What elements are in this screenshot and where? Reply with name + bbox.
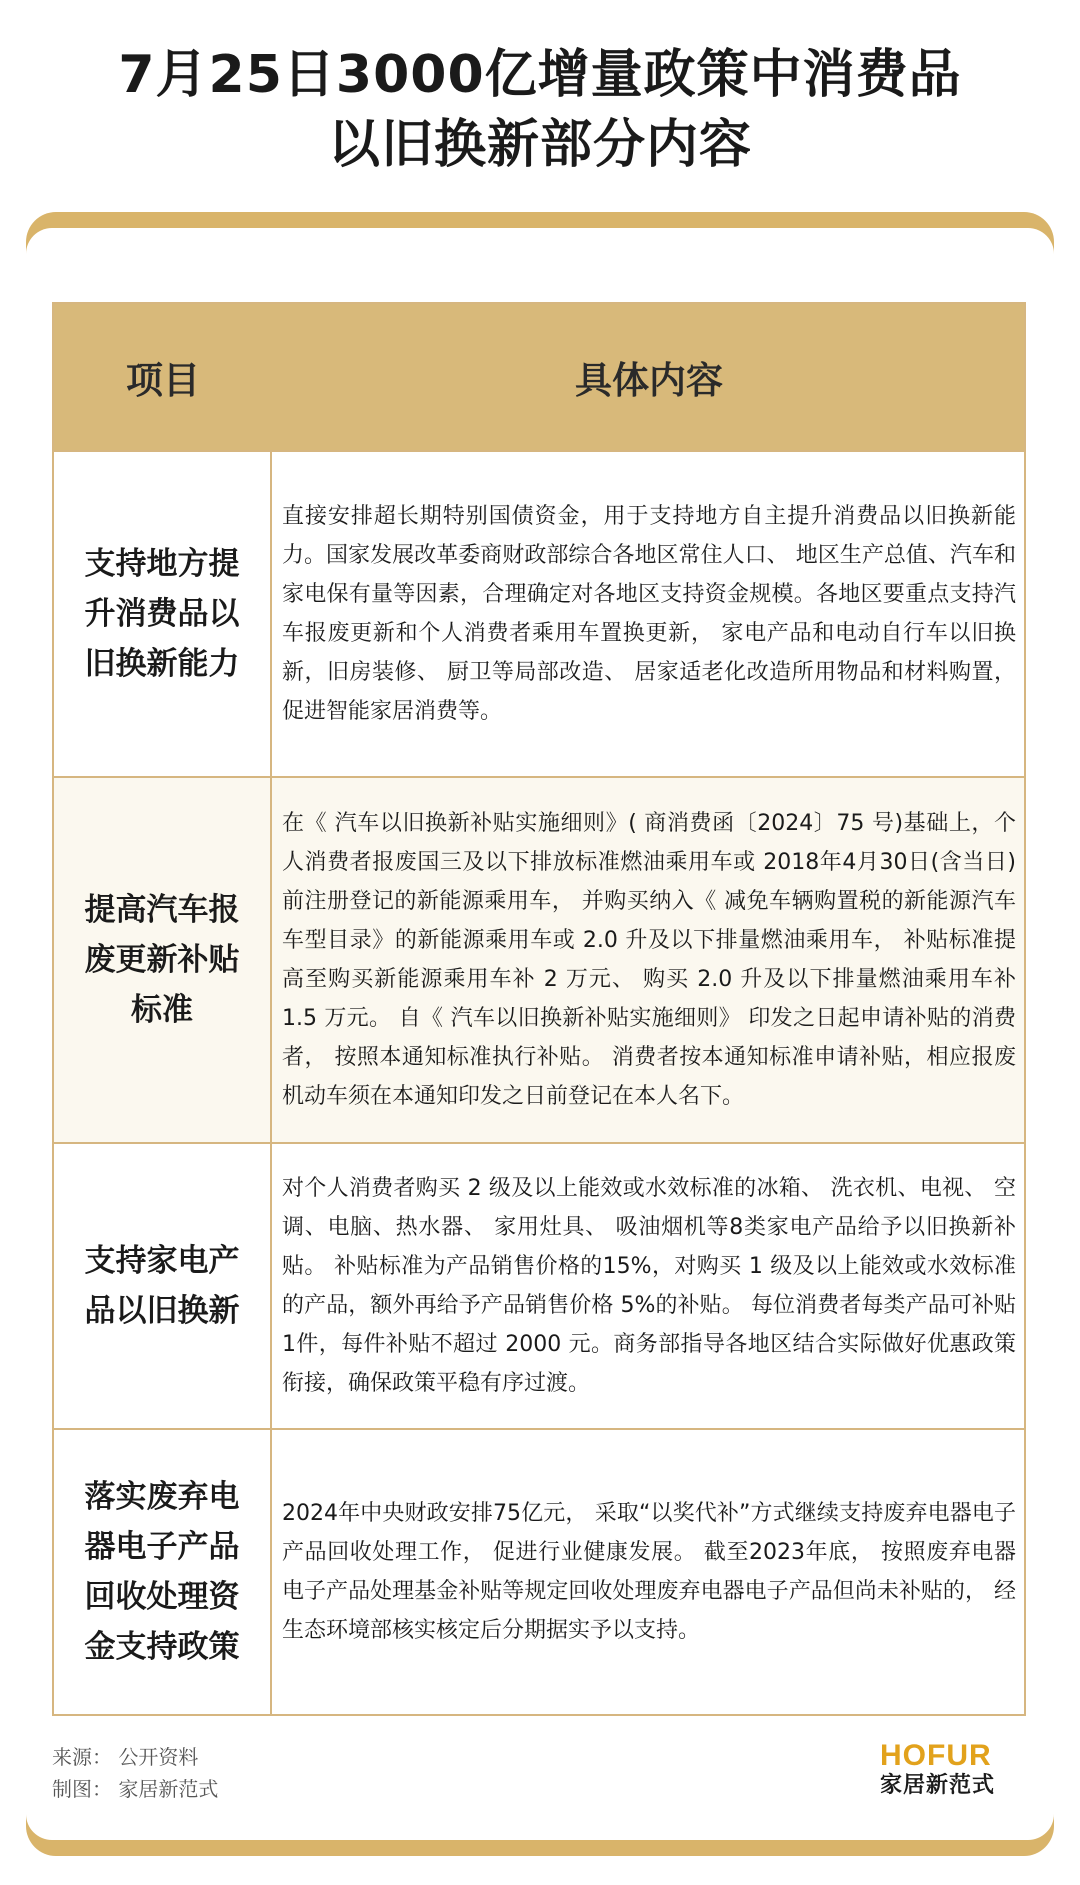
title-line-2: 以旧换新部分内容 [327, 115, 752, 175]
row-label: 支持家电产品以旧换新 [84, 1243, 240, 1329]
table-row [54, 450, 1024, 776]
title-line-1: 7月25日3000亿增量政策中消费品 [118, 45, 962, 105]
row-content: 直接安排超长期特别国债资金，用于支持地方自主提升消费品以旧换新能力。国家发展改革委商财政部综合各地区常住人口、 地区生产总值、汽车和家电保有量等因素，合理确定对各地区支持资金规模。各地区要重点支持汽车报废更新和个人消费者乘用车置换更新， 家电产品和电动自行车以旧换新，旧房装修、 厨卫等局部改造、 居家适老化改造所用物品和材料购置，促进智能家居消费等。 [282, 504, 1016, 724]
table-row [54, 1142, 1024, 1428]
row-label: 提高汽车报废更新补贴标准 [84, 892, 240, 1028]
row-content: 对个人消费者购买 2 级及以上能效或水效标准的冰箱、 洗衣机、电视、 空调、电脑、热水器、 家用灶具、 吸油烟机等8类家电产品给予以旧换新补贴。 补贴标准为产品销售价格的15%，对购买 1 级及以上能效或水效标准的产品，额外再给予产品销售价格 5%的补贴。 每位消费者每类产品可补贴 1件，每件补贴不超过 2000 元。商务部指导各地区结合实际做好优惠政策衔接，确保政策平稳有序过渡。 [282, 1176, 1016, 1396]
row-content-cell [272, 1430, 1024, 1714]
row-label-cell [54, 452, 272, 776]
row-label: 支持地方提升消费品以旧换新能力 [84, 546, 240, 682]
header-content: 具体内容 [575, 359, 723, 402]
row-content: 在《 汽车以旧换新补贴实施细则》( 商消费函〔2024〕75 号)基础上，个人消费者报废国三及以下排放标准燃油乘用车或 2018年4月30日(含当日)前注册登记的新能源乘用车， 并购买纳入《 减免车辆购置税的新能源汽车车型目录》的新能源乘用车或 2.0 升及以下排量燃油乘用车， 补贴标准提高至购买新能源乘用车补 2 万元、 购买 2.0 升及以下排量燃油乘用车补 1.5 万元。 自《 汽车以旧换新补贴实施细则》 印发之日起申请补贴的消费者， 按照本通知标准执行补贴。 消费者按本通知标准申请补贴，相应报废机动车须在本通知印发之日前登记在本人名下。 [282, 811, 1016, 1109]
row-label-cell [54, 1144, 272, 1428]
table-row [54, 776, 1024, 1142]
row-label-cell [54, 1430, 272, 1714]
row-content-cell [272, 452, 1024, 776]
row-label-cell [54, 778, 272, 1142]
row-label: 落实废弃电器电子产品回收处理资金支持政策 [84, 1479, 240, 1665]
table-row [54, 1428, 1024, 1714]
logo-wordmark: HOFUR [880, 1739, 992, 1772]
row-content-cell [272, 778, 1024, 1142]
chart-maker-note: 制图： 家居新范式 [52, 1777, 219, 1801]
footer-credits [52, 1741, 218, 1805]
table-header-row [54, 304, 1024, 450]
brand-logo [880, 1740, 1030, 1800]
policy-table [52, 302, 1026, 1716]
source-note: 来源： 公开资料 [52, 1745, 199, 1769]
header-item: 项目 [126, 359, 200, 402]
row-content-cell [272, 1144, 1024, 1428]
page-title [0, 40, 1080, 180]
row-content: 2024年中央财政安排75亿元， 采取“以奖代补”方式继续支持废弃电器电子产品回收处理工作， 促进行业健康发展。 截至2023年底， 按照废弃电器电子产品处理基金补贴等规定回收处理废弃电器电子产品但尚未补贴的， 经生态环境部核实核定后分期据实予以支持。 [282, 1501, 1016, 1643]
logo-subtitle: 家居新范式 [880, 1773, 996, 1798]
